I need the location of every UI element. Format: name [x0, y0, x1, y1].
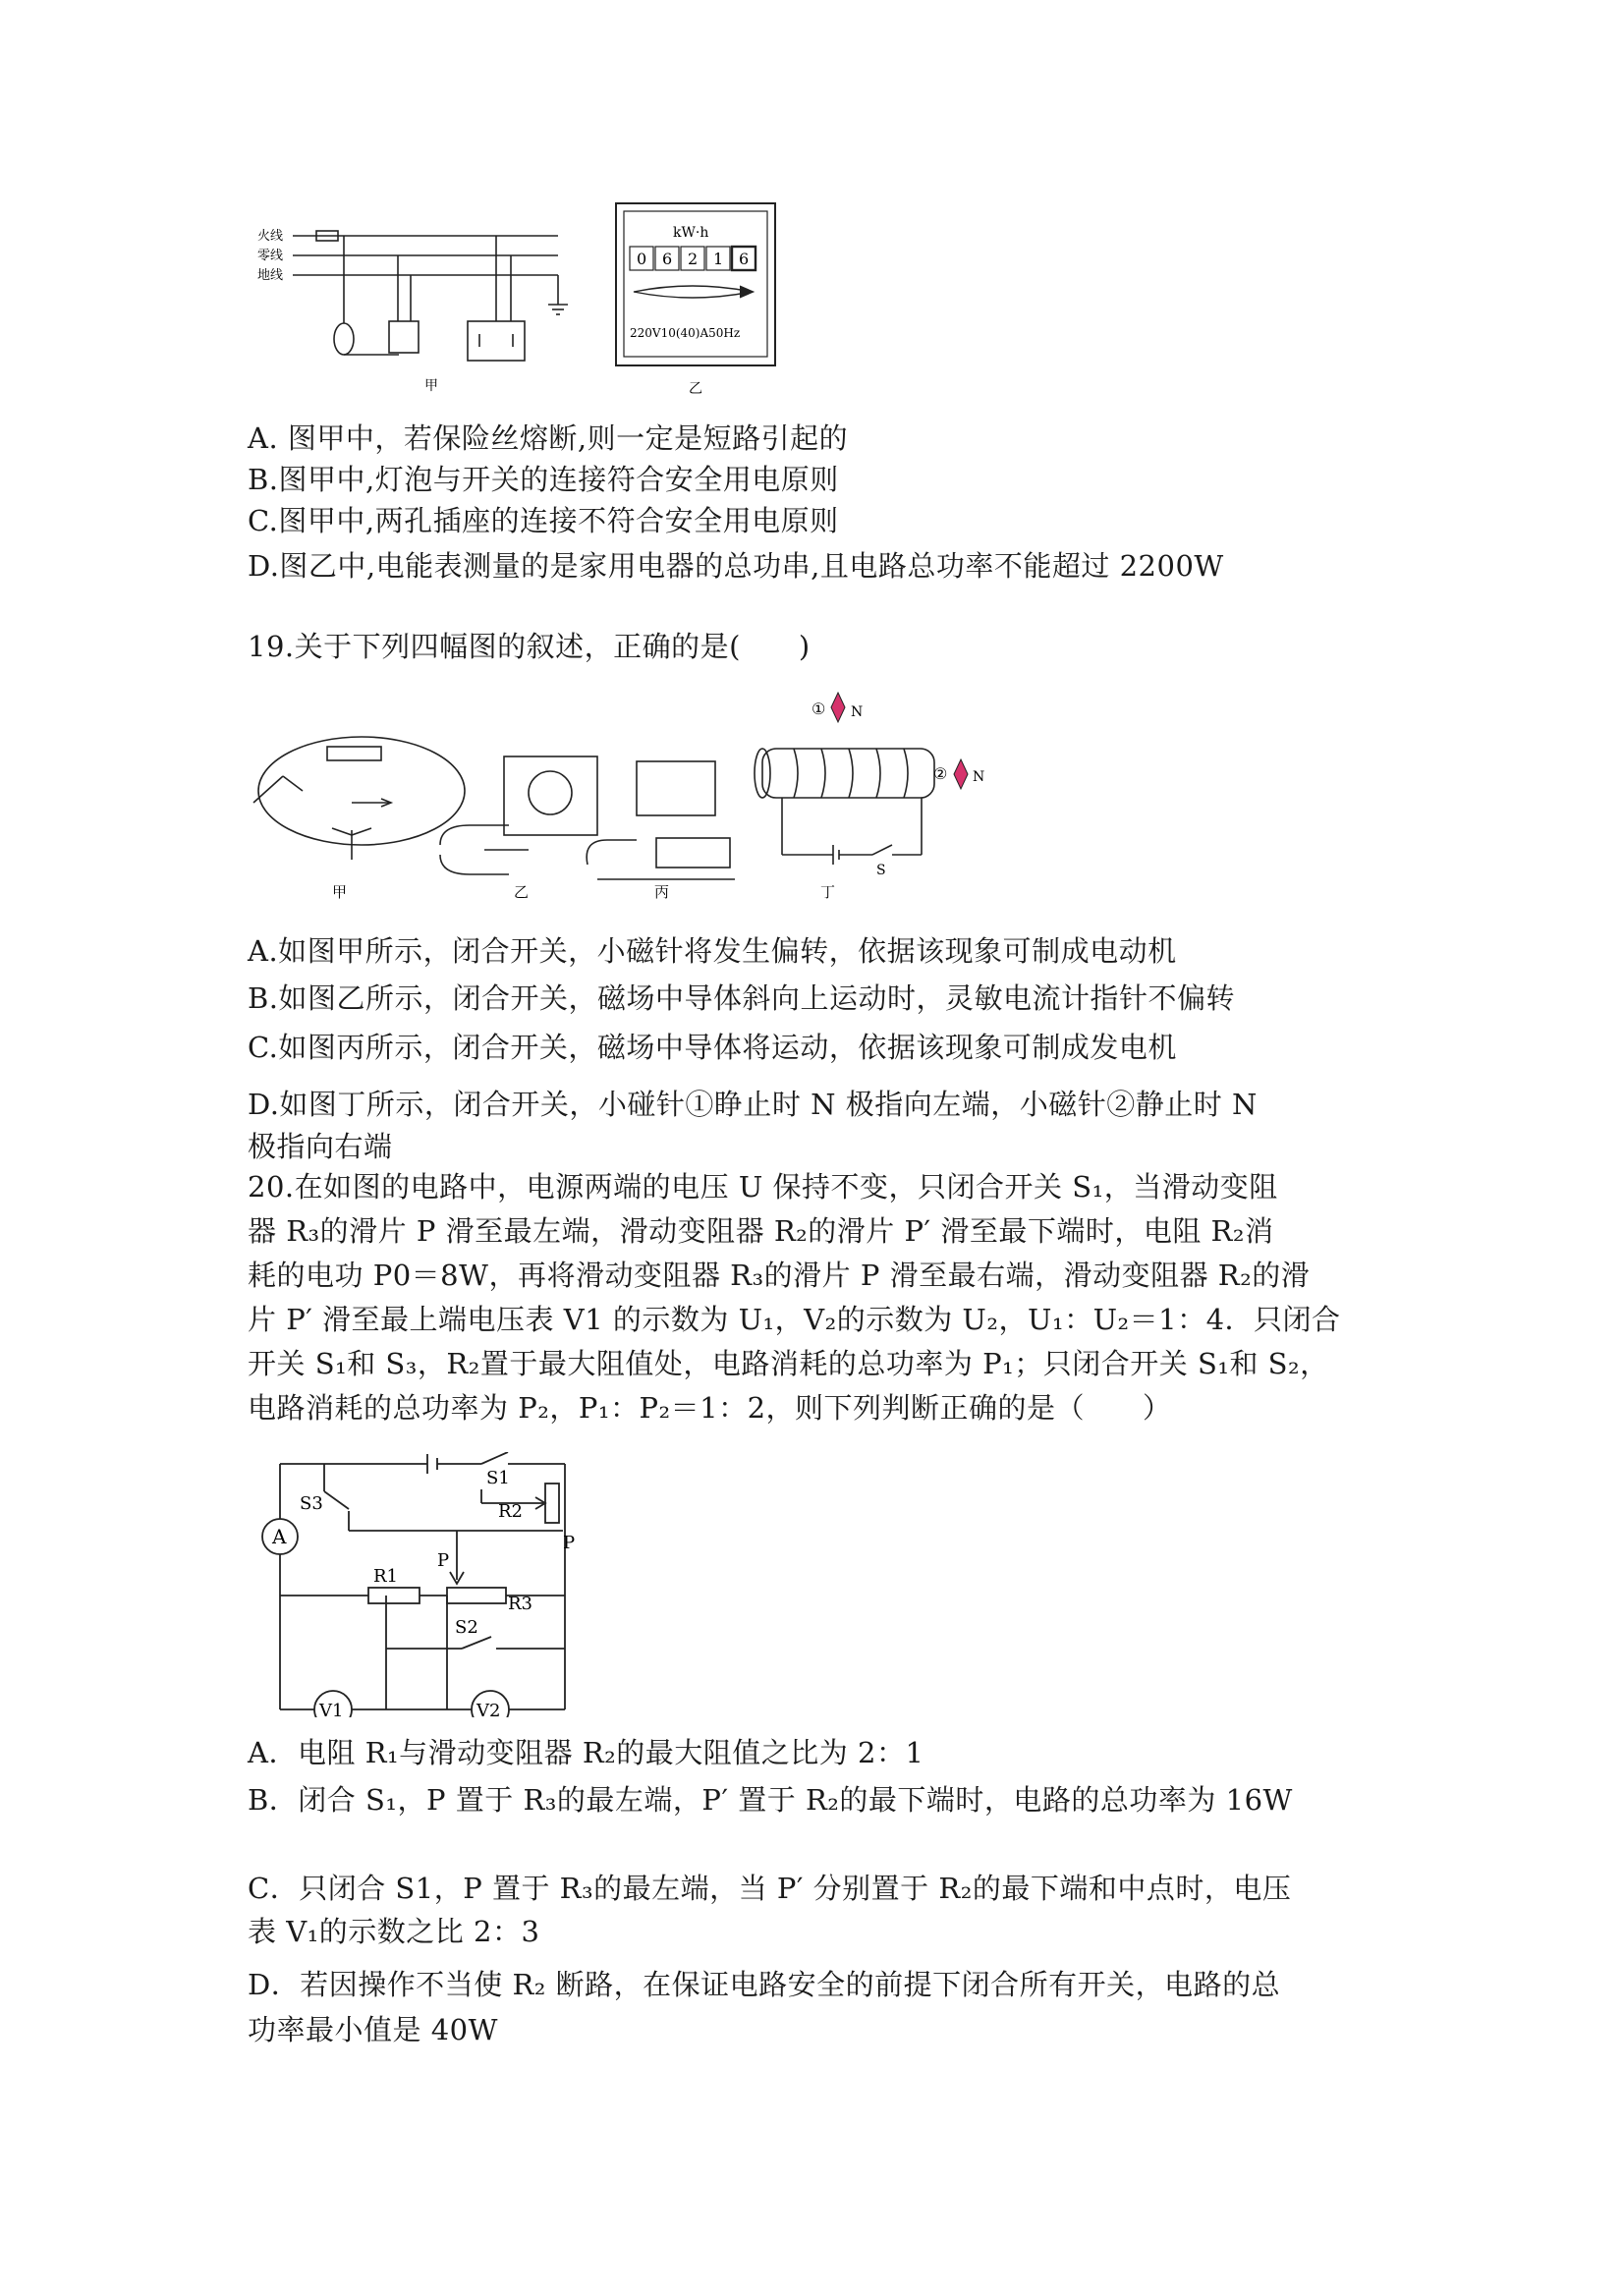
- needle-1-label: ①: [812, 700, 826, 718]
- needle-2-label: ②: [933, 764, 948, 783]
- q18-option-b[interactable]: B.图甲中,灯泡与开关的连接符合安全用电原则: [248, 463, 839, 496]
- q19-option-d[interactable]: D.如图丁所示，闭合开关，小碰针①睁止时 N 极指向左端，小磁针②静止时 N: [248, 1088, 1258, 1121]
- q20-stem-line-5: 开关 S₁和 S₃，R₂置于最大阻值处，电路消耗的总功率为 P₁；只闭合开关 S₁和 S₂，: [248, 1347, 1329, 1380]
- q19-option-c[interactable]: C.如图丙所示，闭合开关，磁场中导体将运动，依据该现象可制成发电机: [248, 1031, 1177, 1064]
- meter-digit: 6: [662, 250, 673, 268]
- q20-stem-line-2: 器 R₃的滑片 P 滑至最左端，滑动变阻器 R₂的滑片 P′ 滑至最下端时，电阻 R₂消: [248, 1214, 1274, 1248]
- r2-label: R2: [498, 1501, 524, 1522]
- fig-caption-jia: 甲: [424, 378, 438, 394]
- ammeter-label: A: [272, 1525, 287, 1548]
- q20-circuit-diagram: [251, 1452, 585, 1717]
- caption-jia: 甲: [332, 883, 348, 901]
- q20-stem-line-4: 片 P′ 滑至最上端电压表 V1 的示数为 U₁，V₂的示数为 U₂，U₁：U₂＝1：4．只闭合: [248, 1303, 1341, 1336]
- meter-digit: 1: [713, 250, 724, 268]
- q20-stem-line-3: 耗的电功 P0＝8W，再将滑动变阻器 R₃的滑片 P 滑至最右端，滑动变阻器 R₂的滑: [248, 1259, 1311, 1292]
- wire-label-live: 火线: [257, 229, 284, 244]
- v2-label: V2: [476, 1701, 501, 1717]
- caption-yi: 乙: [514, 883, 530, 901]
- meter-unit: kW·h: [673, 225, 709, 241]
- meter-spec: 220V10(40)A50Hz: [630, 326, 741, 340]
- q18-option-c[interactable]: C.图甲中,两孔插座的连接不符合安全用电原则: [248, 504, 839, 537]
- q20-option-d-cont: 功率最小值是 40W: [248, 2013, 498, 2046]
- q20-stem-line-6: 电路消耗的总功率为 P₂，P₁：P₂＝1：2，则下列判断正确的是（ ）: [248, 1391, 1172, 1425]
- r1-label: R1: [373, 1566, 399, 1587]
- meter-digit-row: [630, 247, 756, 270]
- four-figures-q19: [244, 683, 1049, 904]
- q19-option-b[interactable]: B.如图乙所示，闭合开关，磁场中导体斜向上运动时，灵敏电流计指针不偏转: [248, 981, 1236, 1015]
- meter-digit: 0: [637, 250, 647, 268]
- p-label: P: [437, 1550, 450, 1571]
- q18-option-a[interactable]: A. 图甲中，若保险丝熔断,则一定是短路引起的: [248, 421, 849, 455]
- needle-2-n: N: [973, 769, 985, 785]
- energy-meter-figure: [614, 201, 781, 398]
- s2-label: S2: [455, 1617, 478, 1638]
- r3-label: R3: [508, 1594, 533, 1614]
- household-wiring-figure: [246, 211, 580, 398]
- caption-bing: 丙: [654, 883, 670, 901]
- meter-digit: 2: [688, 250, 699, 268]
- wire-label-neutral: 零线: [257, 249, 284, 263]
- s3-label: S3: [300, 1493, 323, 1514]
- s1-label: S1: [486, 1468, 510, 1488]
- meter-digit: 6: [739, 250, 750, 268]
- q20-option-a[interactable]: A．电阻 R₁与滑动变阻器 R₂的最大阻值之比为 2：1: [248, 1736, 924, 1769]
- caption-ding: 丁: [820, 883, 836, 901]
- v1-label: V1: [319, 1701, 344, 1717]
- q18-option-d[interactable]: D.图乙中,电能表测量的是家用电器的总功串,且电路总功率不能超过 2200W: [248, 549, 1224, 583]
- wire-label-ground: 地线: [257, 268, 284, 283]
- q20-option-c-cont: 表 V₁的示数之比 2：3: [248, 1915, 540, 1948]
- q20-option-d[interactable]: D．若因操作不当使 R₂ 断路，在保证电路安全的前提下闭合所有开关，电路的总: [248, 1968, 1281, 2001]
- q20-option-c[interactable]: C．只闭合 S1，P 置于 R₃的最左端，当 P′ 分别置于 R₂的最下端和中点时，电压: [248, 1872, 1292, 1905]
- q20-stem-line-1: 20.在如图的电路中，电源两端的电压 U 保持不变，只闭合开关 S₁，当滑动变阻: [248, 1170, 1278, 1204]
- q19-stem: 19.关于下列四幅图的叙述，正确的是( ): [248, 630, 811, 663]
- q19-option-d-cont: 极指向右端: [248, 1130, 393, 1163]
- switch-s-label: S: [876, 863, 886, 878]
- needle-1-n: N: [851, 704, 864, 720]
- fig-caption-yi: 乙: [689, 381, 702, 397]
- q19-option-a[interactable]: A.如图甲所示，闭合开关，小磁针将发生偏转，依据该现象可制成电动机: [248, 934, 1177, 968]
- q20-option-b[interactable]: B．闭合 S₁，P 置于 R₃的最左端，P′ 置于 R₂的最下端时，电路的总功率为 16W: [248, 1783, 1293, 1817]
- p-prime-label: P: [563, 1533, 576, 1553]
